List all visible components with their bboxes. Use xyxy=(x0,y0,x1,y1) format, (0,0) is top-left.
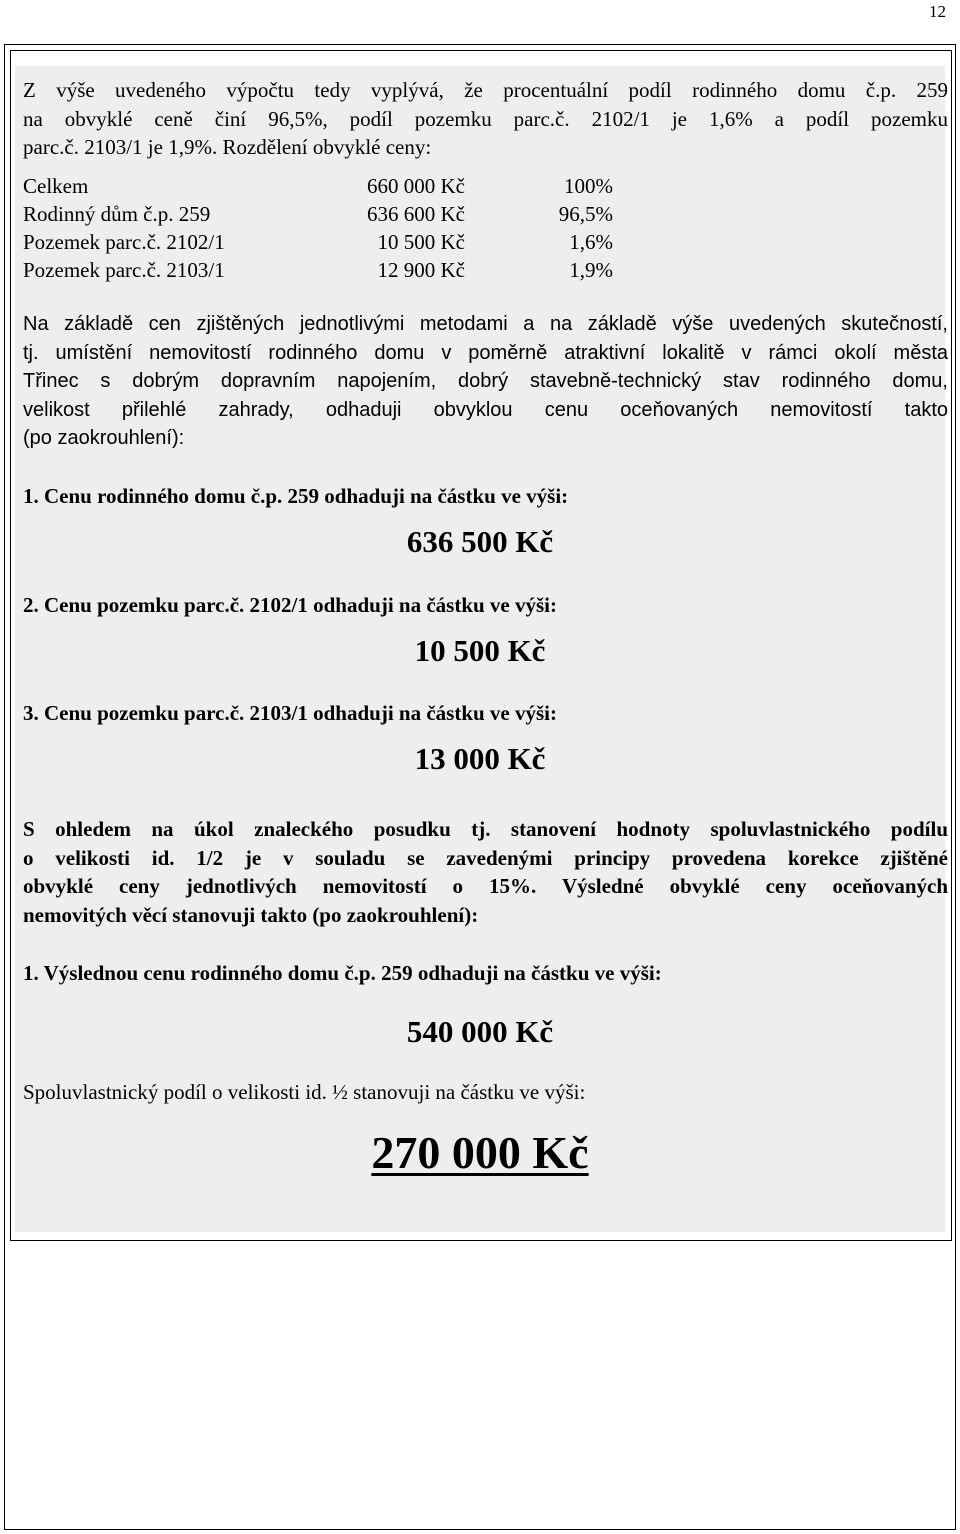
distribution-row xyxy=(23,172,623,200)
distribution-amount: 636 600 Kč xyxy=(367,202,465,226)
estimate-amount-house: 636 500 Kč xyxy=(406,524,554,559)
estimate-amount-plot-2103: 13 000 Kč xyxy=(414,741,546,776)
share-text: Spoluvlastnický podíl o velikosti id. ½ stanovuji na částku ve výši: xyxy=(23,1080,586,1104)
correction-line: o velikosti id. 1/2 je v souladu se zavedenými principy provedena korekce zjištěné xyxy=(23,845,948,870)
page-frame xyxy=(4,44,956,1530)
estimate-heading-plot-2103: 3. Cenu pozemku parc.č. 2103/1 odhaduji na částku ve výši: xyxy=(23,701,558,725)
distribution-percent: 1,6% xyxy=(569,230,613,254)
distribution-row xyxy=(23,256,623,284)
correction-line: nemovitých věcí stanovuji takto (po zaokrouhlení): xyxy=(23,902,479,927)
valuation-basis-paragraph xyxy=(23,310,948,453)
distribution-percent: 96,5% xyxy=(558,202,613,226)
distribution-amount: 10 500 Kč xyxy=(377,230,465,254)
result-heading: 1. Výslednou cenu rodinného domu č.p. 259 odhaduji na částku ve výši: xyxy=(23,961,662,985)
basis-line: velikost přilehlé zahrady, odhaduji obvyklou cenu oceňovaných nemovitostí takto xyxy=(23,398,948,421)
basis-line: (po zaokrouhlení): xyxy=(23,427,185,449)
intro-line: na obvyklé ceně činí 96,5%, podíl pozemku parc.č. 2102/1 je 1,6% a podíl pozemku xyxy=(23,106,948,131)
intro-paragraph xyxy=(23,76,948,162)
distribution-label: Pozemek parc.č. 2102/1 xyxy=(23,230,225,254)
estimate-heading-house: 1. Cenu rodinného domu č.p. 259 odhaduji na částku ve výši: xyxy=(23,484,569,508)
basis-line: Na základě cen zjištěných jednotlivými metodami a na základě výše uvedených skutečností, xyxy=(23,313,948,335)
distribution-label: Rodinný dům č.p. 259 xyxy=(23,202,211,226)
page-number: 12 xyxy=(929,2,946,21)
share-final-amount: 270 000 Kč xyxy=(371,1127,589,1178)
distribution-label: Pozemek parc.č. 2103/1 xyxy=(23,258,225,282)
correction-line: S ohledem na úkol znaleckého posudku tj. stanovení hodnoty spoluvlastnického podílu xyxy=(23,817,948,841)
result-amount: 540 000 Kč xyxy=(406,1014,554,1049)
basis-line: tj. umístění nemovitostí rodinného domu v poměrně atraktivní lokalitě v rámci okolí města xyxy=(23,341,948,364)
distribution-percent: 100% xyxy=(564,174,613,198)
distribution-amount: 660 000 Kč xyxy=(367,174,465,198)
basis-line: Třinec s dobrým dopravním napojením, dobrý stavebně-technický stav rodinného domu, xyxy=(23,370,948,392)
intro-line: parc.č. 2103/1 je 1,9%. Rozdělení obvyklé ceny: xyxy=(23,135,432,159)
distribution-label: Celkem xyxy=(23,174,89,198)
correction-line: obvyklé ceny jednotlivých nemovitostí o 15%. Výsledné obvyklé ceny oceňovaných xyxy=(23,874,948,898)
distribution-row xyxy=(23,200,623,228)
estimate-amount-plot-2102: 10 500 Kč xyxy=(414,633,546,668)
distribution-amount: 12 900 Kč xyxy=(377,258,465,282)
valuation-content xyxy=(15,66,948,1232)
intro-line: Z výše uvedeného výpočtu tedy vyplývá, že procentuální podíl rodinného domu č.p. 259 xyxy=(23,78,948,102)
valuation-box xyxy=(10,50,952,1241)
distribution-percent: 1,9% xyxy=(569,258,613,282)
correction-paragraph xyxy=(23,815,948,929)
estimate-heading-plot-2102: 2. Cenu pozemku parc.č. 2102/1 odhaduji na částku ve výši: xyxy=(23,593,558,617)
distribution-row xyxy=(23,228,623,256)
